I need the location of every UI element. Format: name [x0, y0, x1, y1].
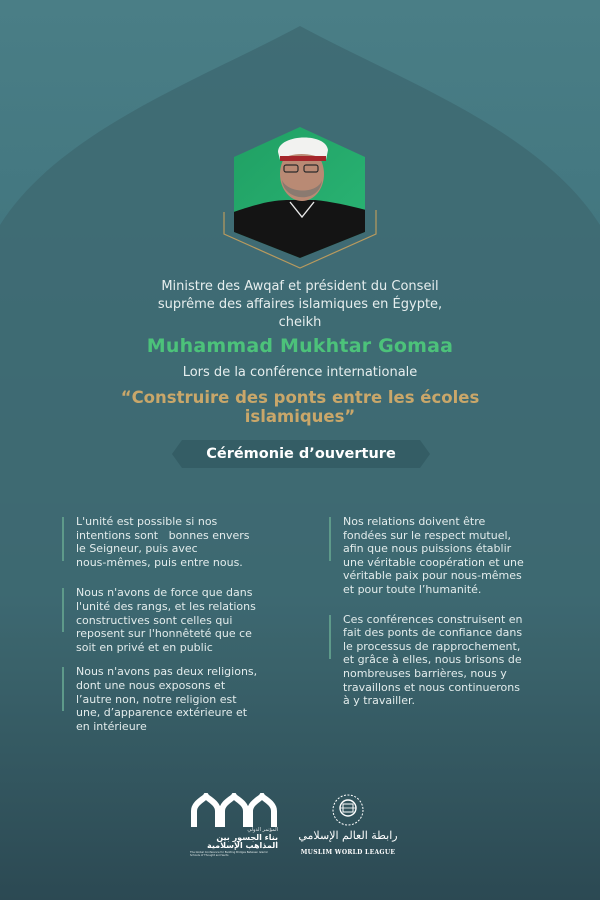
quote-line: afin que nous puissions établir [343, 542, 512, 556]
quote-line: intentions sont bonnes envers [76, 528, 250, 542]
mwl-ar: رابطة العالم الإسلامي [298, 829, 398, 842]
quote-paragraph [62, 665, 297, 733]
ceremony-badge [172, 440, 430, 468]
quote-paragraph [62, 586, 297, 654]
quote-line: et grâce à elles, nous brisons de [343, 653, 522, 667]
quote-line: travaillons et nous continuerons [343, 680, 520, 694]
quote-line: une, d’apparence extérieure et [76, 706, 248, 720]
conference-intro: Lors de la conférence internationale [182, 365, 418, 380]
quotes-left-column [62, 515, 297, 743]
intro-line: suprême des affaires islamiques en Égypte, [157, 297, 443, 312]
quote-paragraph [329, 613, 564, 708]
conference-title-line: “Construire des ponts entre les écoles [120, 388, 480, 407]
quote-line: l'unité des rangs, et les relations [76, 599, 256, 613]
quote-line: l’autre non, notre religion est [76, 692, 237, 706]
bridges-ar-line1: المؤتمر الدولي [247, 827, 278, 833]
quote-bar [329, 615, 331, 659]
quote-bar [62, 517, 64, 561]
quote-line: constructives sont celles qui [76, 613, 233, 627]
speaker-intro [0, 278, 600, 332]
conference-title [0, 388, 600, 426]
quote-line: en intérieure [76, 719, 147, 733]
quote-line: L'unité est possible si nos [76, 515, 218, 528]
quote-line: fait des ponts de confiance dans [343, 626, 523, 640]
quote-line: Nous n'avons pas deux religions, [76, 665, 258, 679]
bridges-ar-line3: المذاهب الإسلامية [207, 841, 278, 850]
quote-line: une véritable coopération et une [343, 555, 524, 569]
quote-bar [62, 667, 64, 711]
quote-line: dont une nous exposons et [76, 678, 226, 692]
bridges-en: The Global Conference for Building Bridges Between Islamic Schools of Thought and Sects [190, 851, 269, 858]
quote-line: véritable paix pour nous-mêmes [343, 569, 522, 583]
intro-line: cheikh [278, 315, 322, 330]
quote-line: à y travailler. [343, 694, 416, 708]
badge-label: Cérémonie d’ouverture [206, 446, 396, 462]
quote-line: Nos relations doivent être [343, 515, 486, 528]
domes-icon [190, 793, 278, 827]
quote-bar [329, 517, 331, 561]
conference-title-line: islamiques” [244, 407, 356, 426]
bridges-ar-line2: بناء الجسور بين [216, 833, 278, 842]
mwl-emblem-icon [298, 793, 398, 829]
quote-line: Ces conférences construisent en [343, 612, 523, 626]
mwl-en: MUSLIM WORLD LEAGUE [300, 849, 396, 856]
quotes-right-column [329, 515, 564, 718]
quote-bar [62, 588, 64, 632]
quote-line: nombreuses barrières, nous y [343, 666, 507, 680]
quote-line: le processus de rapprochement, [343, 639, 521, 653]
footer-logos [190, 793, 410, 863]
quote-line: soit en privé et en public [76, 640, 213, 654]
portrait-photo [220, 122, 380, 272]
quote-line: le Seigneur, puis avec [76, 542, 198, 556]
quote-line: Nous n'avons de force que dans [76, 586, 253, 600]
quote-line: fondées sur le respect mutuel, [343, 528, 512, 542]
speaker-name: Muhammad Mukhtar Gomaa [146, 335, 454, 357]
intro-line: Ministre des Awqaf et président du Conseil [161, 279, 439, 294]
quote-line: reposent sur l'honnêteté que ce [76, 627, 252, 641]
quote-paragraph [329, 515, 564, 597]
muslim-world-league-logo [298, 793, 398, 861]
quote-paragraph [62, 515, 297, 569]
quote-line: nous-mêmes, puis entre nous. [76, 555, 243, 569]
quote-line: et pour toute l’humanité. [343, 582, 482, 596]
building-bridges-logo [190, 793, 282, 861]
